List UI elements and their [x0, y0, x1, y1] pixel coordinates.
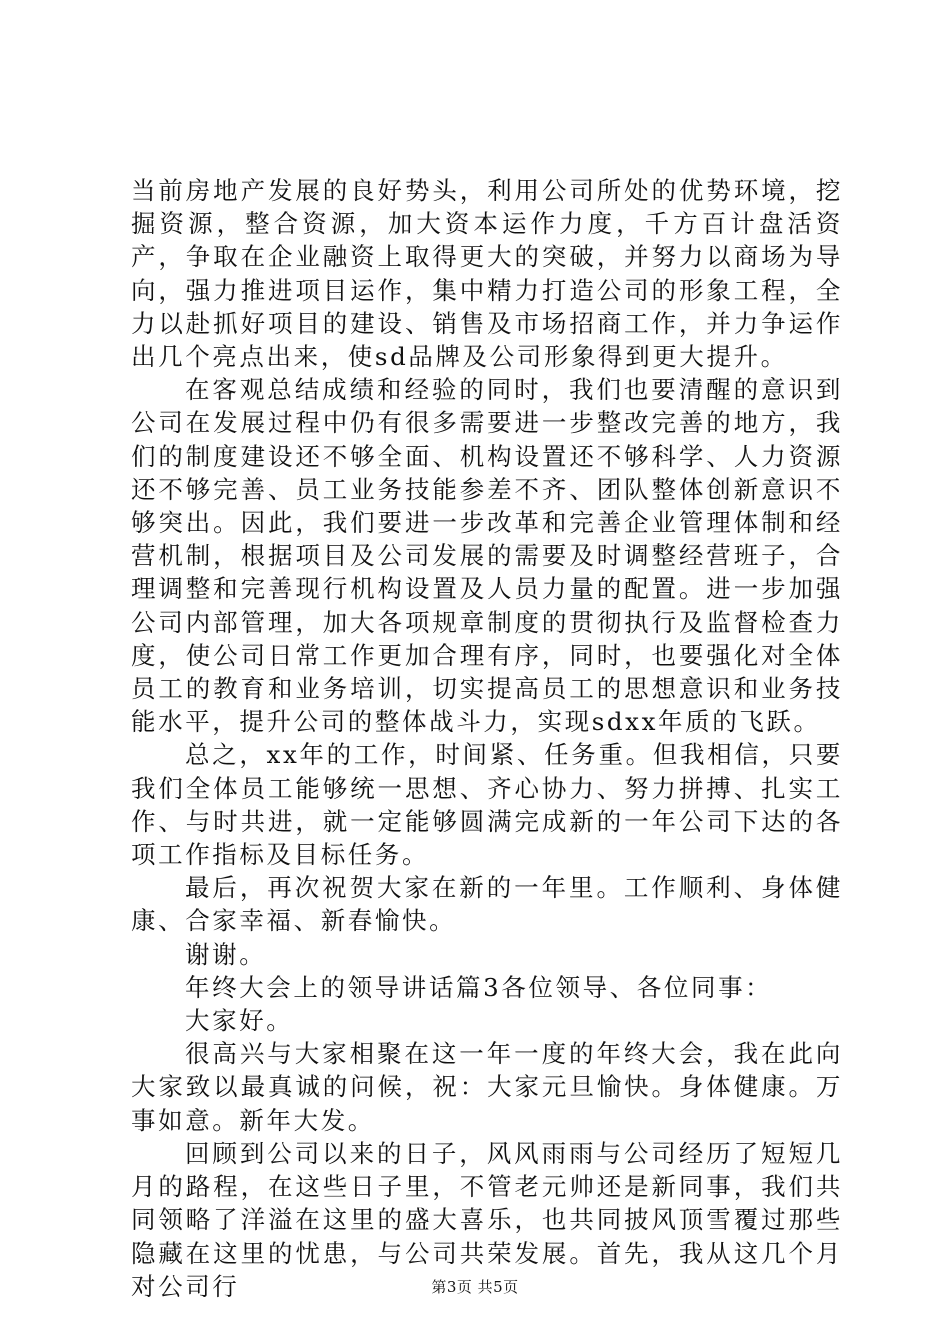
document-body — [131, 174, 843, 1303]
paragraph-summary: 总之，xx年的工作，时间紧、任务重。但我相信，只要我们全体员工能够统一思想、齐心协力、努力拼搏、扎实工作、与时共进，就一定能够圆满完成新的一年公司下达的各项工作指标及目标任务。 — [131, 740, 843, 870]
paragraph-welcome: 很高兴与大家相聚在这一年一度的年终大会，我在此向大家致以最真诚的问候，祝：大家元旦愉快。身体健康。万事如意。新年大发。 — [131, 1039, 843, 1135]
paragraph-section-heading: 年终大会上的领导讲话篇3各位领导、各位同事： — [185, 972, 773, 1002]
page-number-footer: 第3页 共5页 — [431, 1278, 519, 1296]
paragraph-thanks: 谢谢。 — [185, 939, 267, 969]
paragraph-greeting: 大家好。 — [185, 1006, 294, 1036]
paragraph-continuation: 当前房地产发展的良好势头，利用公司所处的优势环境，挖掘资源，整合资源，加大资本运作力度，千方百计盘活资产，争取在企业融资上取得更大的突破，并努力以商场为导向，强力推进项目运作，集中精力打造公司的形象工程，全力以赴抓好项目的建设、销售及市场招商工作，并力争运作出几个亮点出来，使sd品牌及公司形象得到更大提升。 — [131, 176, 843, 372]
paragraph-congratulation: 最后，再次祝贺大家在新的一年里。工作顺利、身体健康、合家幸福、新春愉快。 — [131, 873, 843, 936]
paragraph-review: 回顾到公司以来的日子，风风雨雨与公司经历了短短几月的路程，在这些日子里，不管老元帅还是新同事，我们共同领略了洋溢在这里的盛大喜乐，也共同披风顶雪覆过那些隐藏在这里的忧患，与公司共荣发展。首先，我从这几个月对公司行 — [131, 1138, 843, 1301]
paragraph-reflection: 在客观总结成绩和经验的同时，我们也要清醒的意识到公司在发展过程中仍有很多需要进一步整改完善的地方，我们的制度建设还不够全面、机构设置还不够科学、人力资源还不够完善、员工业务技能参差不齐、团队整体创新意识不够突出。因此，我们要进一步改革和完善企业管理体制和经营机制，根据项目及公司发展的需要及时调整经营班子，合理调整和完善现行机构设置及人员力量的配置。进一步加强公司内部管理，加大各项规章制度的贯彻执行及监督检查力度，使公司日常工作更加合理有序，同时，也要强化对全体员工的教育和业务培训，切实提高员工的思想意识和业务技能水平，提升公司的整体战斗力，实现sdxx年质的飞跃。 — [131, 375, 843, 737]
